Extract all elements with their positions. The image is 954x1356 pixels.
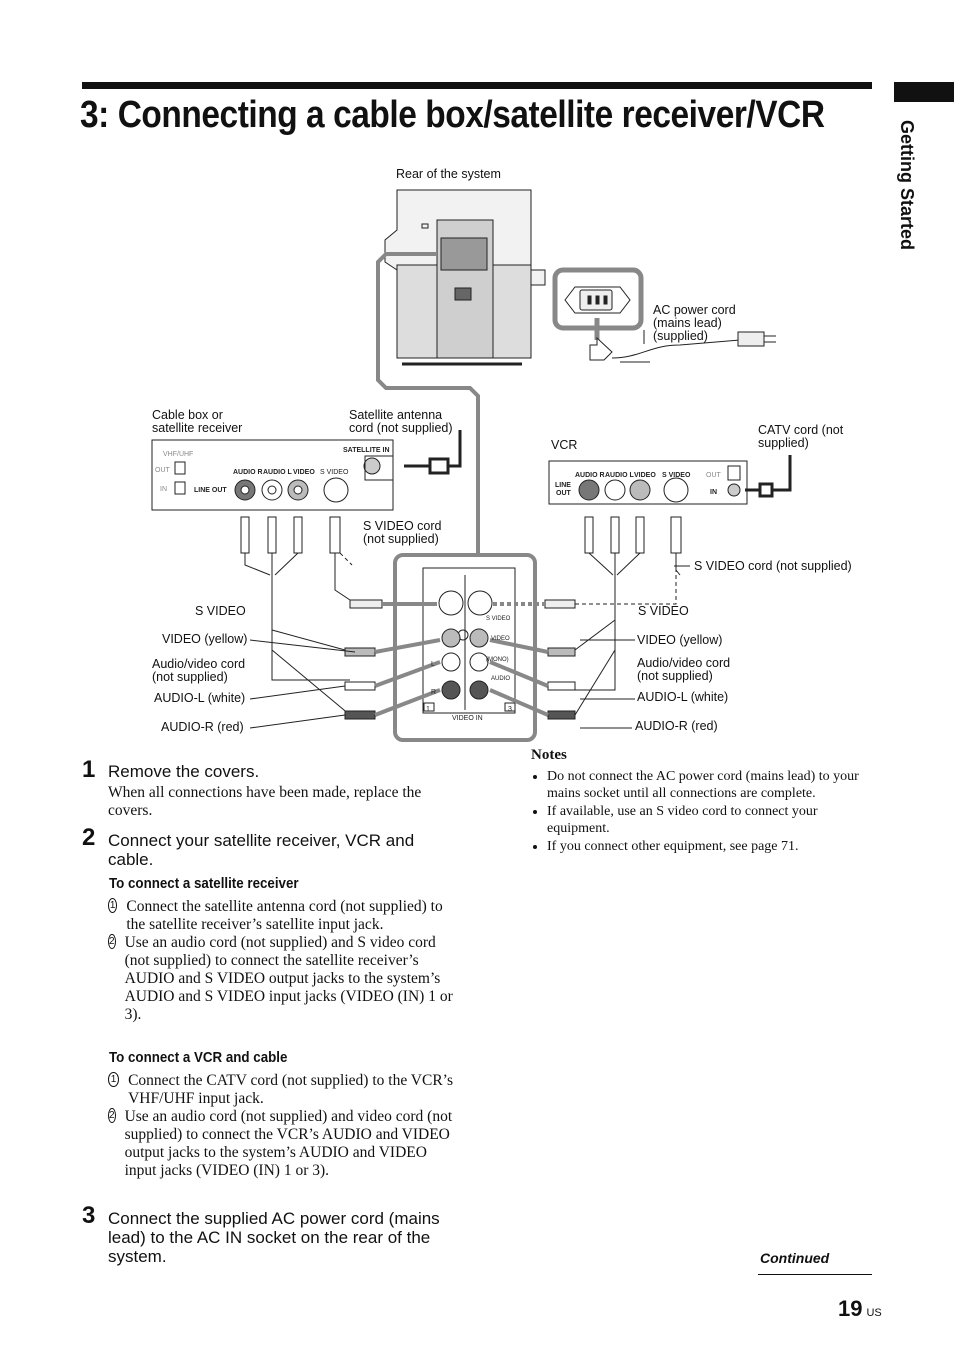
satellite-steps — [108, 898, 453, 1024]
input-1: 1 — [426, 706, 430, 713]
step-marker: 1 — [109, 900, 116, 911]
label-rear-of-system: Rear of the system — [396, 167, 501, 181]
step-marker: 2 — [109, 1110, 115, 1121]
note-item: • If available, use an S video cord to connect your equipment. — [547, 803, 876, 837]
system-rear-illustration — [385, 190, 545, 364]
vcr-out: OUT — [556, 490, 571, 497]
panel-s-video: S VIDEO — [320, 469, 349, 476]
list-item-text: Use an audio cord (not supplied) and S video cord (not supplied) to connect the satellite receiver’s AUDIO and S VIDEO output jacks to the system’s AUDIO and S VIDEO input jacks (VIDEO (IN) 1 or 3). — [124, 934, 453, 1023]
step-heading: Connect your satellite receiver, VCR and cable. — [108, 831, 415, 869]
input-audio: AUDIO — [491, 676, 511, 682]
list-item — [108, 934, 453, 1024]
notes-title: Notes — [531, 747, 567, 763]
vcr-line: LINE — [555, 482, 571, 489]
list-item-text: Connect the CATV cord (not supplied) to the VCR’s VHF/UHF input jack. — [128, 1072, 453, 1107]
vcr-audio-r: AUDIO R — [575, 472, 605, 479]
label-right-av-cord: Audio/video cord (not supplied) — [637, 656, 731, 683]
input-r: R — [431, 689, 437, 696]
label-left-audio-r: AUDIO-R (red) — [161, 720, 244, 734]
vcr-video: VIDEO — [634, 472, 656, 479]
vcr-panel — [549, 455, 790, 504]
label-svideo-cord-right: S VIDEO cord (not supplied) — [694, 559, 852, 573]
note-item: • If you connect other equipment, see page 71. — [547, 838, 876, 855]
step-number: 3 — [82, 1202, 96, 1229]
list-item-text: Use an audio cord (not supplied) and video cord (not supplied) to connect the VCR’s AUDIO and VIDEO output jacks to the system’s AUDIO and VIDEO input jacks (VIDEO (IN) 1 or 3). — [124, 1108, 453, 1179]
label-cable-box: Cable box or satellite receiver — [152, 408, 243, 435]
list-item — [108, 898, 453, 934]
panel-audio-l: AUDIO L — [263, 469, 292, 476]
list-item — [108, 1072, 453, 1108]
vcr-panel-out: OUT — [706, 472, 721, 479]
input-mono: (MONO) — [486, 657, 509, 663]
list-item-text: Connect the satellite antenna cord (not supplied) to the satellite receiver’s satellite input jack. — [126, 898, 443, 933]
label-vcr: VCR — [551, 438, 578, 452]
step-number: 2 — [82, 824, 96, 851]
label-left-av-cord: Audio/video cord (not supplied) — [152, 657, 246, 684]
input-3: 3 — [508, 706, 512, 713]
panel-out: OUT — [155, 467, 170, 474]
label-catv-cord: CATV cord (not supplied) — [758, 423, 844, 450]
vcr-steps — [108, 1072, 453, 1180]
step-marker: 1 — [108, 1072, 119, 1087]
input-l: L — [431, 661, 435, 668]
subsection-title: To connect a VCR and cable — [109, 1050, 288, 1066]
satellite-cords — [241, 517, 352, 715]
list-item — [108, 1108, 453, 1180]
step-heading: Remove the covers. — [108, 762, 260, 781]
label-right-audio-l: AUDIO-L (white) — [637, 690, 729, 704]
page-title: 3: Connecting a cable box/satellite receiver/VCR — [80, 94, 825, 136]
label-ac-cord: AC power cord (mains lead) (supplied) — [653, 303, 736, 343]
input-video-in: VIDEO IN — [452, 715, 483, 722]
video-input-panel — [395, 555, 535, 740]
panel-satellite-in: SATELLITE IN — [343, 447, 390, 454]
page-number-suffix: US — [866, 1307, 882, 1319]
panel-vhf-uhf: VHF/UHF — [163, 451, 194, 458]
subsection-title: To connect a satellite receiver — [109, 876, 299, 892]
notes-block — [531, 747, 876, 856]
step-number: 1 — [82, 756, 96, 783]
vcr-panel-in: IN — [710, 489, 717, 496]
label-right-video: VIDEO (yellow) — [637, 633, 723, 647]
input-video: VIDEO — [491, 636, 510, 642]
label-left-audio-l: AUDIO-L (white) — [154, 691, 246, 705]
label-right-audio-r: AUDIO-R (red) — [635, 719, 718, 733]
label-left-video: VIDEO (yellow) — [162, 632, 248, 646]
section-tab-label: Getting Started — [897, 120, 917, 251]
step-marker: 2 — [109, 936, 115, 947]
step-body: When all connections have been made, replace the covers. — [108, 784, 422, 819]
label-svideo-cord-left: S VIDEO cord (not supplied) — [363, 519, 442, 546]
page-number — [838, 1296, 882, 1322]
panel-line-out: LINE OUT — [194, 487, 227, 494]
input-s-video: S VIDEO — [486, 616, 511, 622]
label-left-svideo: S VIDEO — [195, 604, 246, 618]
panel-in: IN — [160, 486, 167, 493]
page-number-value: 19 — [838, 1296, 863, 1321]
step-heading: Connect the supplied AC power cord (mains lead) to the AC IN socket on the rear of the system. — [108, 1209, 440, 1266]
vcr-audio-l: AUDIO L — [605, 472, 634, 479]
label-satellite-cord: Satellite antenna cord (not supplied) — [349, 408, 453, 435]
label-right-svideo: S VIDEO — [638, 604, 689, 618]
vcr-s-video: S VIDEO — [662, 472, 691, 479]
panel-audio-r: AUDIO R — [233, 469, 263, 476]
continued-rule — [758, 1274, 872, 1275]
note-item: • Do not connect the AC power cord (mains lead) to your mains socket until all connections are complete. — [547, 768, 876, 802]
panel-video: VIDEO — [293, 469, 315, 476]
continued-label: Continued — [760, 1250, 830, 1266]
